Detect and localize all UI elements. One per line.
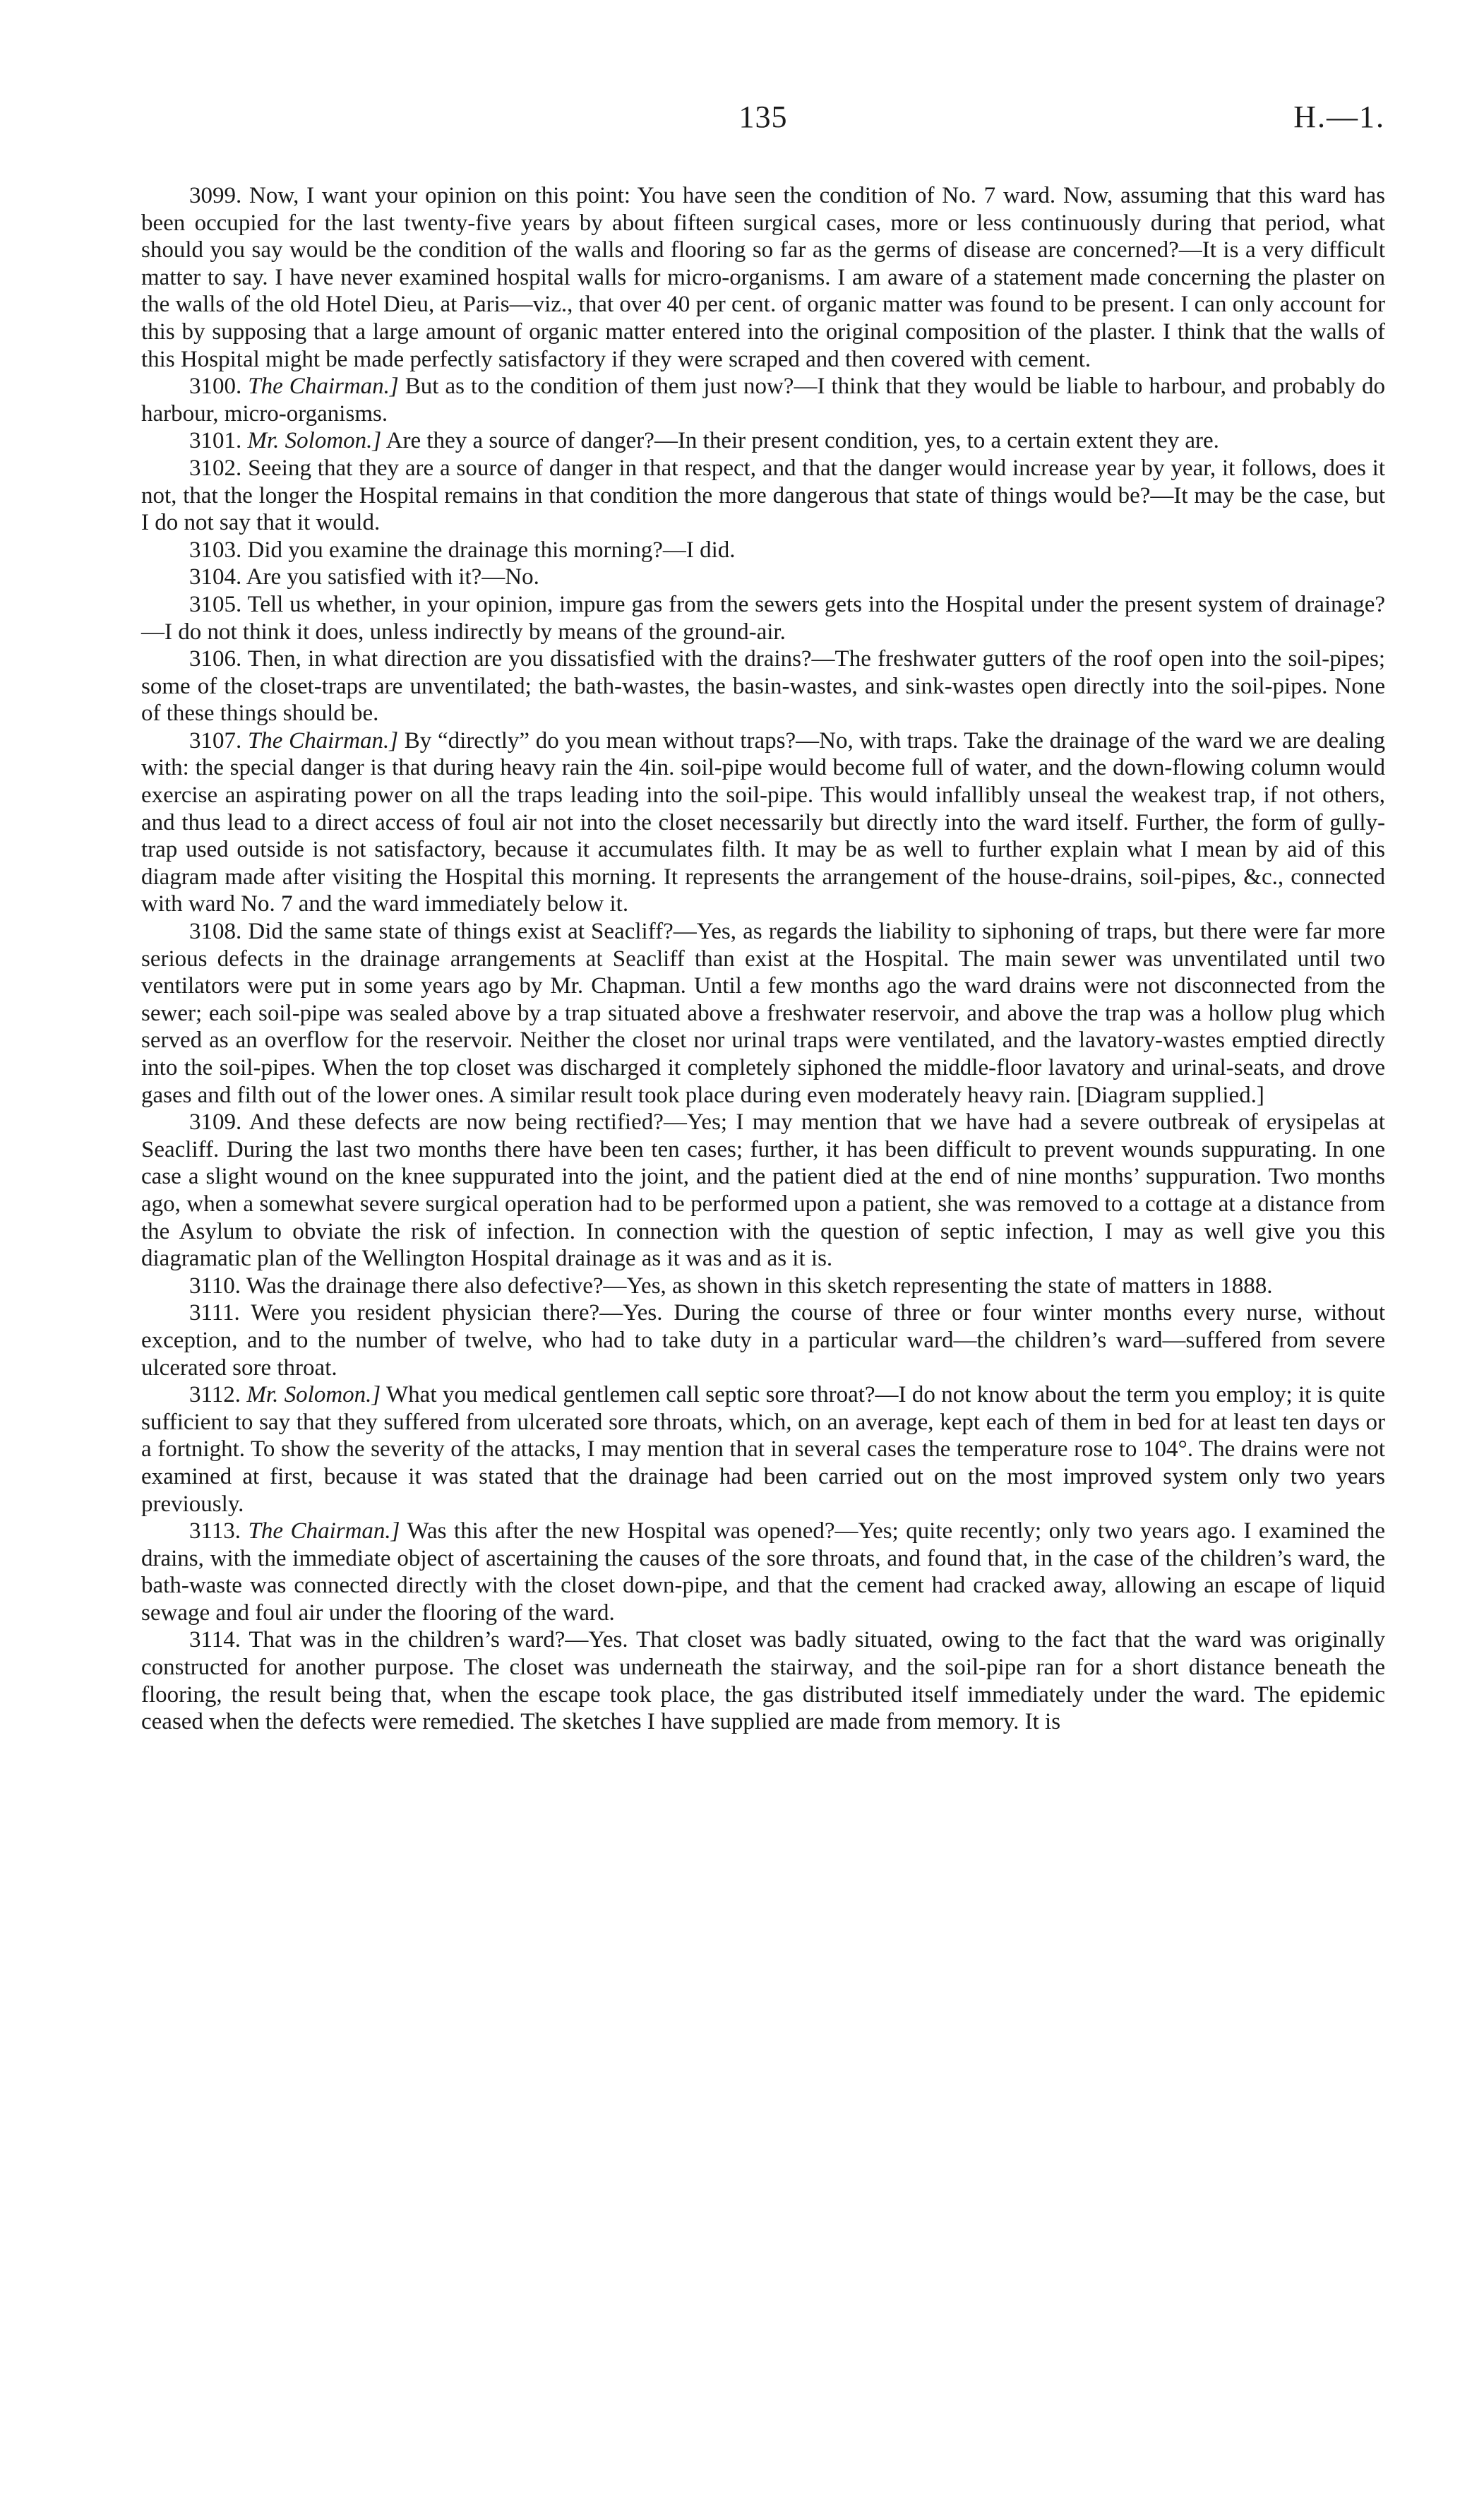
question-number: 3107. (189, 727, 242, 754)
speaker: The Chairman.] (247, 727, 399, 754)
paragraph-text: Seeing that they are a source of danger in that respect, and that the danger would increase year by year, it follows, does it not, that the longer the Hospital remains in that condition the more dangerous that state of things would be?—It may be the case, but I do not say that it would. (141, 455, 1386, 536)
speaker: Mr. Solomon.] (246, 1382, 381, 1408)
paragraph-text: Was this after the new Hospital was opened?—Yes; quite recently; only two years ago. I examined the drains, with the immediate object of ascertaining the causes of the sore throats, and found that, in the case of the children’s ward, the bath-waste was connected directly with the closet down-pipe, and that the cement had cracked away, allowing an escape of liquid sewage and foul air under the flooring of the ward. (141, 1518, 1386, 1626)
paragraph-text: What you medical gentlemen call septic sore throat?—I do not know about the term you employ; it is quite sufficient to say that they suffered from ulcerated sore throats, which, on an average, kept each of them in bed for at least ten days or a fortnight. To show the severity of the attacks, I may mention that in several cases the temperature rose to 104°. The drains were not examined at first, because it was stated that the drainage had been carried out on the most improved system only two years previously. (141, 1382, 1386, 1517)
paragraph-text: Was the drainage there also defective?—Yes, as shown in this sketch representing the state of matters in 1888. (246, 1273, 1273, 1299)
question-number: 3113. (189, 1518, 241, 1544)
paragraph-text: That was in the children’s ward?—Yes. That closet was badly situated, owing to the fact that the ward was originally constructed for another purpose. The closet was underneath the stairway, and the soil-pipe ran for a short distance beneath the flooring, the result being that, when the escape took place, the gas distributed itself immediately under the ward. The epidemic ceased when the defects were remedied. The sketches I have supplied are made from memory. It is (141, 1627, 1385, 1735)
paragraph-3112 (141, 1381, 1385, 1518)
question-number: 3111. (189, 1300, 240, 1326)
question-number: 3112. (189, 1382, 241, 1408)
speaker: Mr. Solomon.] (247, 428, 382, 454)
paragraph-3113 (141, 1518, 1385, 1626)
question-number: 3114. (189, 1627, 241, 1653)
paragraph-text: Did the same state of things exist at Seacliff?—Yes, as regards the liability to siphoning of traps, but there were far more serious defects in the drainage arrangements at Seacliff than exist at the Hospital. The main sewer was unventilated until two ventilators were put in some years ago by Mr. Chapman. Until a few months ago the ward drains were not disconnected from the sewer; each soil-pipe was sealed above by a trap situated above a freshwater reservoir, and above the trap was a hollow plug which served as an overflow for the reservoir. Neither the closet nor urinal traps were ventilated, and the lavatory-wastes emptied directly into the soil-pipes. When the top closet was discharged it completely siphoned the middle-floor lavatory and urinal-seats, and drove gases and filth out of the lower ones. A similar result took place during even moderately heavy rain. [Diagram supplied.] (141, 919, 1385, 1108)
question-number: 3108. (189, 919, 242, 945)
question-number: 3103. (189, 537, 242, 563)
paragraph-text: And these defects are now being rectified?—Yes; I may mention that we have had a severe outbreak of erysipelas at Seacliff. During the last two months there have been ten cases; further, it has been difficult to prevent wounds suppurating. In one case a slight wound on the knee suppurated into the joint, and the patient died at the end of nine months’ suppuration. Two months ago, when a somewhat severe surgical operation had to be performed upon a patient, she was removed to a cottage at a distance from the Asylum to obviate the risk of infection. In connection with the question of septic infection, I may as well give you this diagramatic plan of the Wellington Hospital drainage as it was and as it is. (141, 1109, 1385, 1272)
question-number: 3100. (189, 374, 242, 400)
paragraph-text: Now, I want your opinion on this point: You have seen the condition of No. 7 ward. Now, assuming that this ward has been occupied for the last twenty-five years by about fifteen surgical cases, more or less continuously during that period, what should you say would be the condition of the walls and flooring so far as the germs of disease are concerned?—It is a very difficult matter to say. I have never examined hospital walls for micro-organisms. I am aware of a statement made concerning the plaster on the walls of the old Hotel Dieu, at Paris—viz., that over 40 per cent. of organic matter was found to be present. I can only account for this by supposing that a large amount of organic matter entered into the original composition of the plaster. I think that the walls of this Hospital might be made perfectly satisfactory if they were scraped and then covered with cement. (141, 183, 1385, 372)
paragraph-3111 (141, 1299, 1385, 1381)
report-code: H.—1. (1293, 100, 1385, 134)
question-number: 3101. (189, 428, 242, 454)
paragraph-3103 (141, 537, 1385, 564)
question-number: 3106. (189, 646, 242, 672)
paragraph-3109 (141, 1109, 1385, 1273)
paragraph-3100 (141, 373, 1385, 427)
paragraph-3099 (141, 182, 1385, 373)
paragraph-3114 (141, 1626, 1385, 1735)
question-number: 3105. (189, 591, 242, 617)
question-number: 3110. (189, 1273, 241, 1299)
paragraph-3106 (141, 645, 1385, 727)
paragraph-text: By “directly” do you mean without traps?—No, with traps. Take the drainage of the ward we are dealing with: the special danger is that during heavy rain the 4in. soil-pipe would become full of water, and the down-flowing column would exercise an aspirating power on all the traps leading into the soil-pipe. This would infallibly unseal the weakest trap, if not others, and thus lead to a direct access of foul air not into the closet necessarily but directly into the ward itself. Further, the form of gully-trap used outside is not satisfactory, because it accumulates filth. It may be as well to further explain what I mean by aid of this diagram made after visiting the Hospital this morning. It represents the arrangement of the house-drains, soil-pipes, &c., connected with ward No. 7 and the ward immediately below it. (141, 727, 1386, 917)
paragraph-3107 (141, 727, 1385, 918)
paragraph-text: But as to the condition of them just now?—I think that they would be liable to harbour, and probably do harbour, micro-organisms. (141, 374, 1386, 427)
question-number: 3104. (189, 564, 242, 590)
speaker: The Chairman.] (248, 374, 399, 400)
paragraph-text: Are you satisfied with it?—No. (246, 564, 539, 590)
testimony-body (141, 182, 1385, 1736)
paragraph-3110 (141, 1273, 1385, 1300)
paragraph-text: Were you resident physician there?—Yes. During the course of three or four winter months every nurse, without exception, and to the number of twelve, who had to take duty in a particular ward—the children’s ward—suffered from severe ulcerated sore throat. (141, 1300, 1385, 1381)
speaker: The Chairman.] (248, 1518, 400, 1544)
paragraph-3101 (141, 427, 1385, 455)
question-number: 3109. (189, 1109, 242, 1136)
paragraph-3105 (141, 591, 1385, 645)
paragraph-text: Did you examine the drainage this morning?—I did. (247, 537, 736, 563)
paragraph-3108 (141, 918, 1385, 1109)
question-number: 3102. (189, 455, 242, 481)
paragraph-3102 (141, 455, 1385, 537)
paragraph-3104 (141, 564, 1385, 591)
page-number: 135 (738, 100, 788, 134)
paragraph-text: Are they a source of danger?—In their present condition, yes, to a certain extent they are. (385, 428, 1219, 454)
paragraph-text: Then, in what direction are you dissatisfied with the drains?—The freshwater gutters of the roof open into the soil-pipes; some of the closet-traps are unventilated; the bath-wastes, the basin-wastes, and sink-wastes open directly into the soil-pipes. None of these things should be. (141, 646, 1385, 727)
paragraph-text: Tell us whether, in your opinion, impure gas from the sewers gets into the Hospital under the present system of drainage?—I do not think it does, unless indirectly by means of the ground-air. (141, 591, 1385, 645)
question-number: 3099. (189, 183, 242, 208)
page-header (141, 99, 1385, 148)
